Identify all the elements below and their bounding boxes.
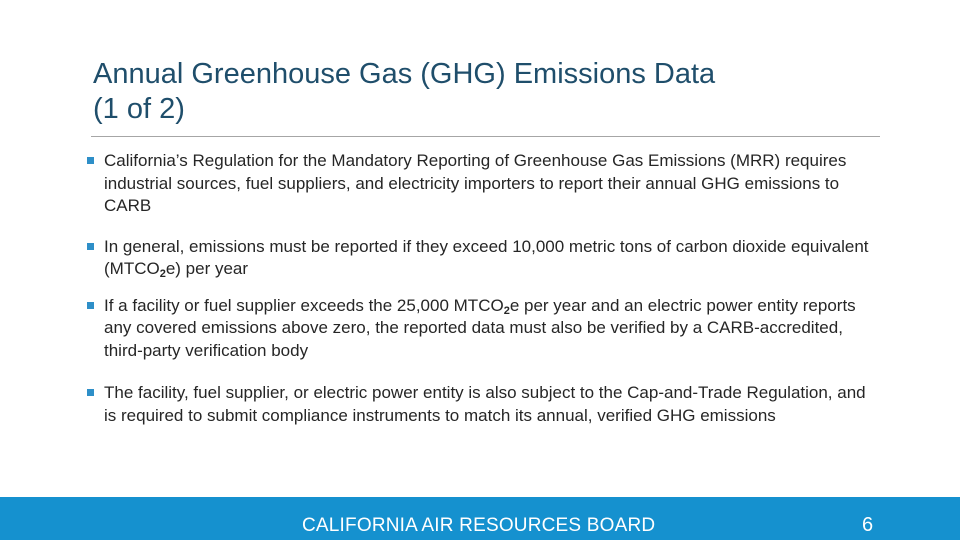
bullet-text-pre: If a facility or fuel supplier exceeds the 25,000 MTCO: [104, 295, 504, 315]
square-bullet-icon: [87, 302, 94, 309]
bullet-text-post: e per year and an electric power entity reports any covered emissions above zero, the reported data must also be verified by a CARB-accredited, third-party verification body: [104, 295, 856, 360]
bullet-text: The facility, fuel supplier, or electric power entity is also subject to the Cap-and-Trade Regulation, and is required to submit compliance instruments to match its annual, verified GHG emissions: [104, 383, 866, 425]
page-number: 6: [862, 514, 874, 536]
square-bullet-icon: [87, 243, 94, 250]
slide-title: [93, 57, 893, 127]
square-bullet-icon: [87, 389, 94, 396]
title-divider: [91, 136, 880, 137]
subscript-2: 2: [159, 268, 166, 280]
bullet-item: [86, 382, 876, 427]
square-bullet-icon: [87, 157, 94, 164]
slide-title-line2: (1 of 2): [93, 93, 185, 125]
bullet-list: [86, 150, 876, 427]
bullet-item: [86, 236, 876, 281]
subscript-2: 2: [503, 304, 510, 317]
bullet-item: [86, 150, 876, 218]
bullet-item: [86, 295, 876, 363]
bullet-text-pre: In general, emissions must be reported if they exceed 10,000 metric tons of carbon dioxide equivalent (MTCO: [104, 236, 869, 278]
slide-title-line1: Annual Greenhouse Gas (GHG) Emissions Data: [93, 58, 716, 90]
bullet-text-post: e) per year: [165, 259, 249, 278]
bullet-text: California’s Regulation for the Mandatory Reporting of Greenhouse Gas Emissions (MRR) requires industrial sources, fuel suppliers, and electricity importers to report their annual GHG emissions to CARB: [104, 151, 847, 215]
footer-label: CALIFORNIA AIR RESOURCES BOARD: [302, 515, 656, 536]
